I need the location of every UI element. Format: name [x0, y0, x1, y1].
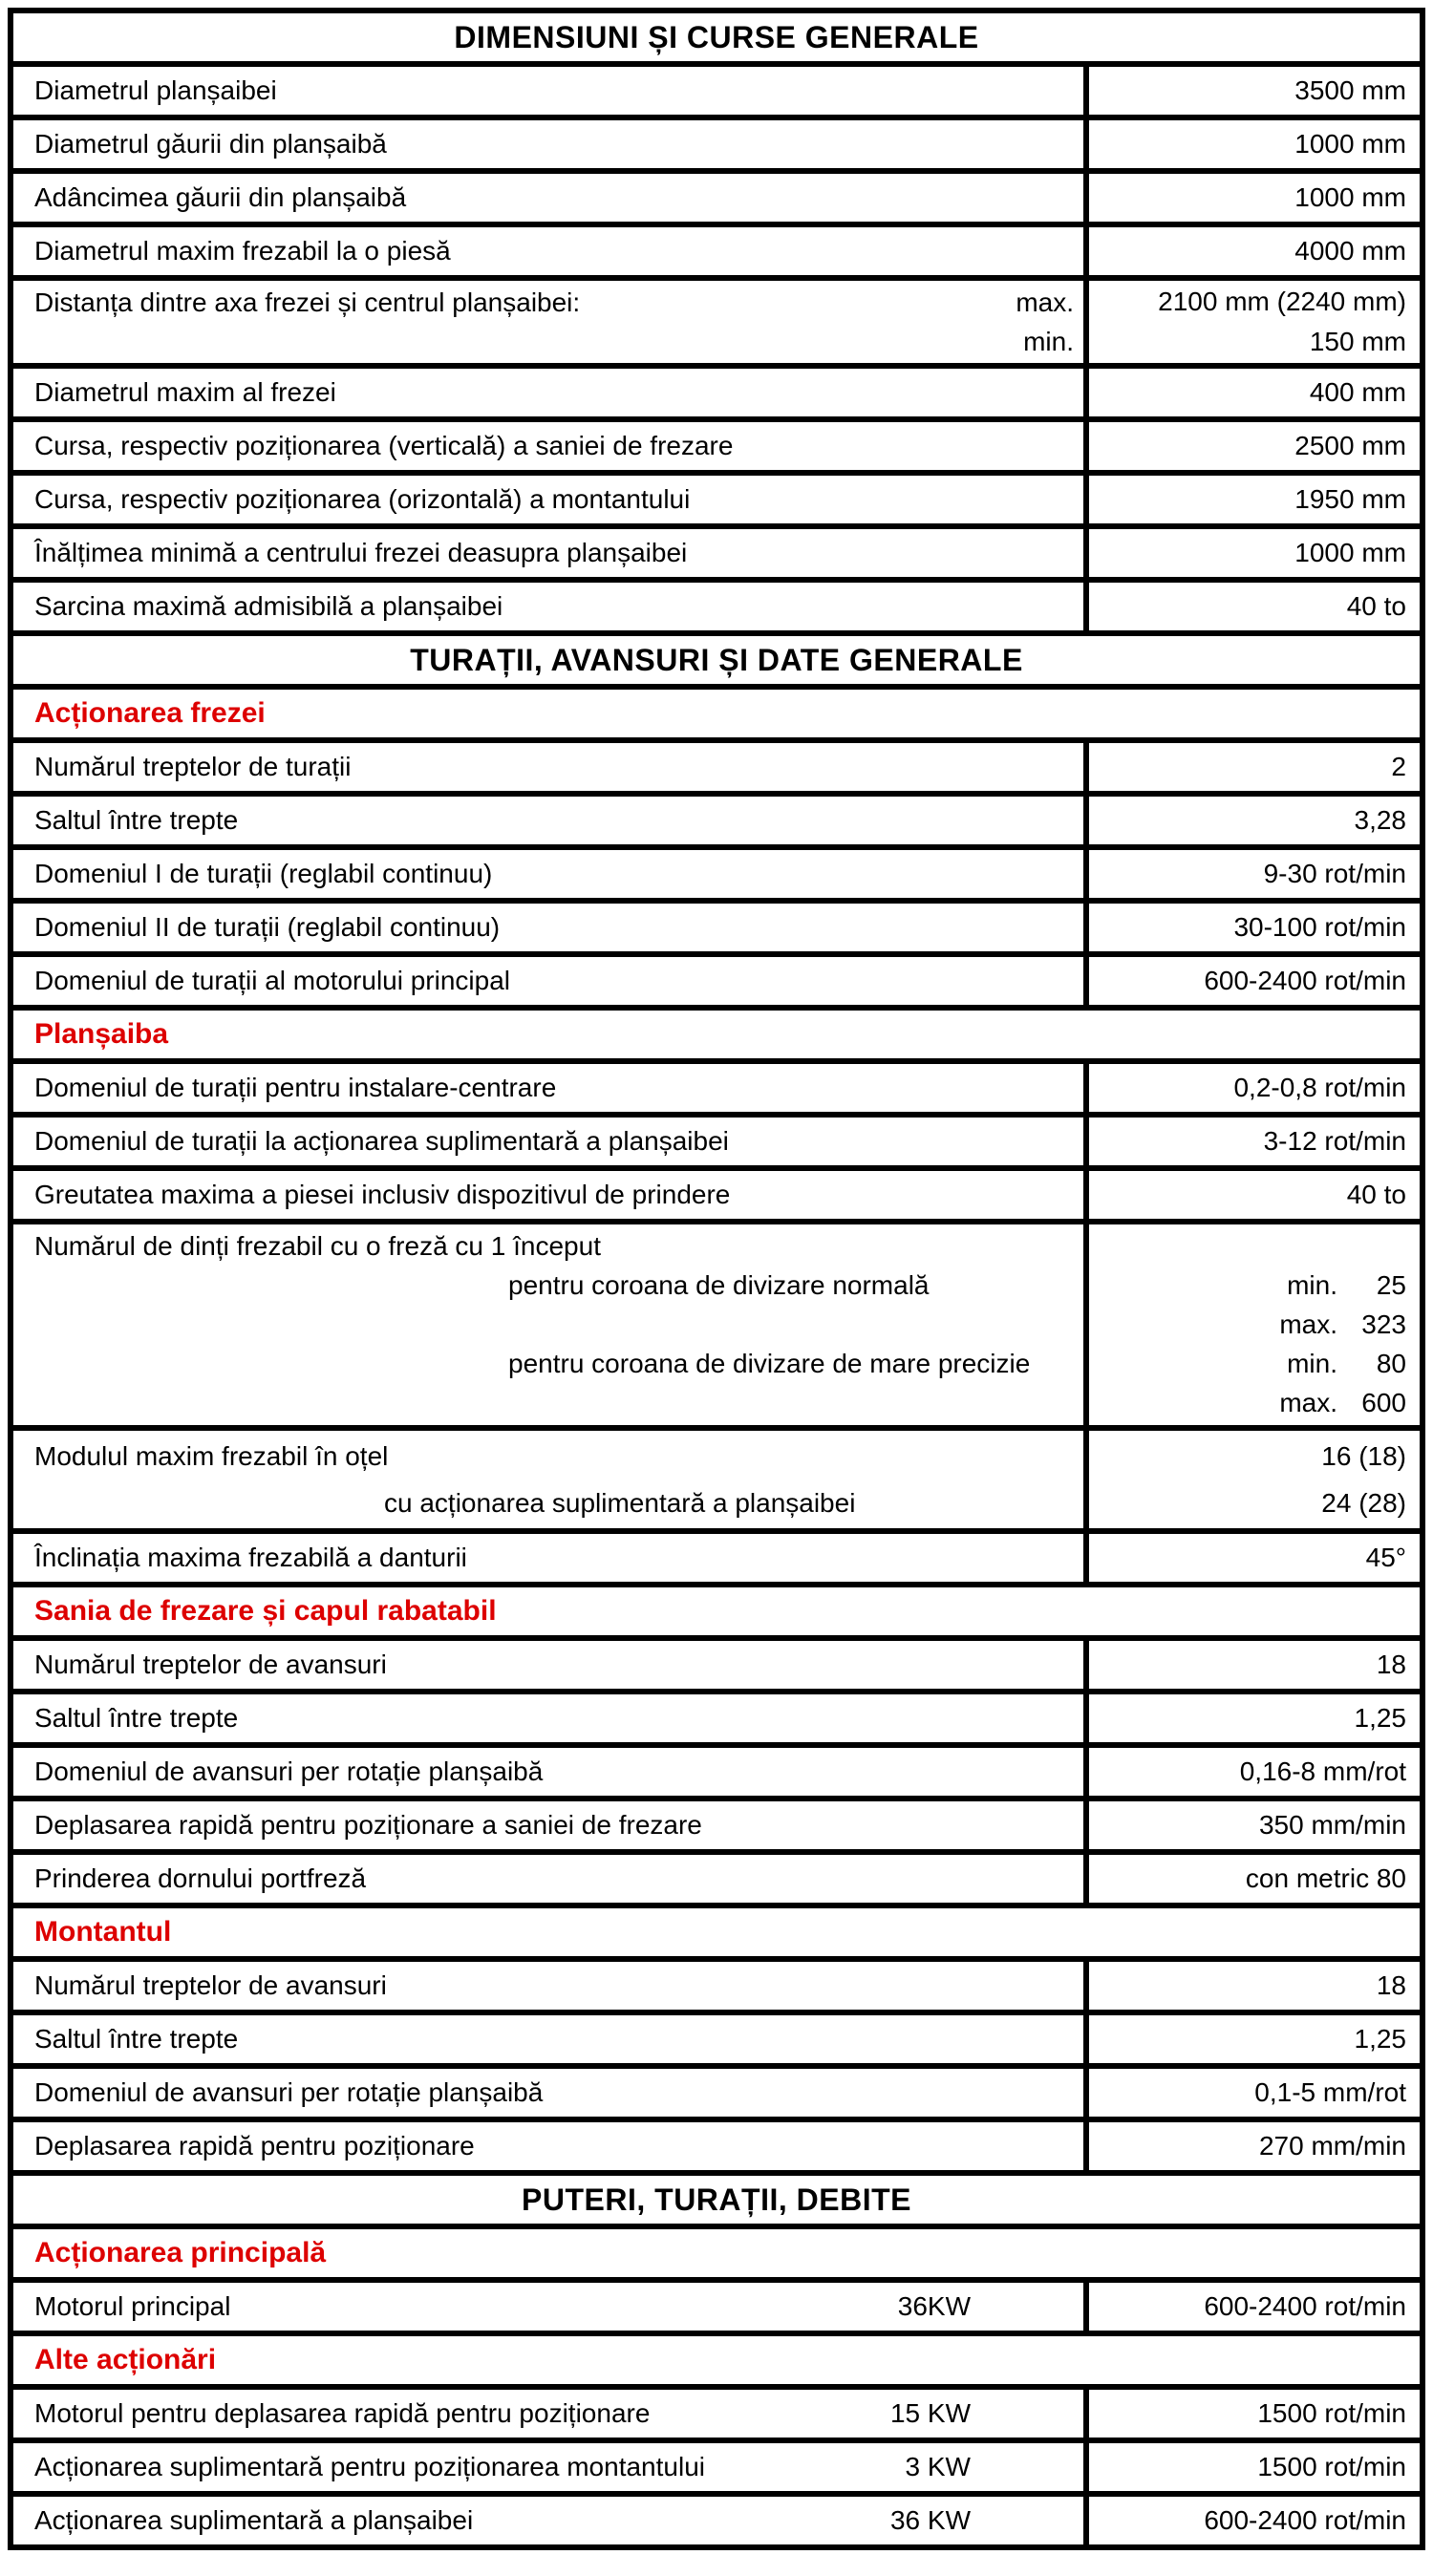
spec-value-cell: [1089, 281, 1420, 363]
spec-label-cell: [13, 120, 1089, 168]
spec-row: [13, 2117, 1420, 2170]
spec-value: 2: [1391, 752, 1406, 781]
spec-label: Sarcina maximă admisibilă a planșaibei: [34, 591, 503, 621]
sub-condition-label: cu acționarea suplimentară a planșaibei: [384, 1487, 856, 1518]
spec-label: Domeniul de avansuri per rotație planșaibă: [34, 2077, 544, 2107]
spec-row: [13, 523, 1420, 577]
spec-value-cell: [1089, 904, 1420, 951]
max-value: 600: [1361, 1388, 1406, 1417]
spec-value-cell: [1089, 2390, 1420, 2438]
section-header-text: Planșaiba: [34, 1018, 169, 1050]
spec-value-cell: [1089, 529, 1420, 577]
spec-label-cell: [13, 281, 1089, 363]
spec-value: 1000 mm: [1294, 129, 1406, 159]
spec-label-cell: [13, 743, 1089, 791]
spec-label-cell: [13, 1748, 1089, 1796]
spec-label: Înălțimea minimă a centrului frezei deasupra planșaibei: [34, 538, 688, 567]
spec-label: Acționarea suplimentară pentru poziționarea montantului: [34, 2452, 705, 2481]
spec-value-cell: [1089, 227, 1420, 275]
min-sub-label: min.: [1023, 326, 1074, 356]
spec-row: [13, 115, 1420, 168]
spec-value: 45°: [1365, 1543, 1406, 1572]
power-rating: 36 KW: [889, 2505, 971, 2535]
spec-label: Greutatea maxima a piesei inclusiv dispozitivul de prindere: [34, 1180, 731, 1209]
section-header-row: [13, 1005, 1420, 1058]
spec-value-min: 150 mm: [1309, 327, 1406, 356]
spec-row: [13, 1956, 1420, 2010]
spec-row: [13, 470, 1420, 523]
spec-value-cell: [1089, 1224, 1420, 1425]
section-header-row: [13, 2331, 1420, 2384]
spec-value: 0,2-0,8 rot/min: [1233, 1073, 1406, 1102]
spec-label-cell: [13, 1224, 1089, 1425]
spec-value: 1000 mm: [1294, 538, 1406, 567]
spec-row: [13, 898, 1420, 951]
max-label: max.: [1279, 1388, 1337, 1417]
spec-table: [8, 8, 1425, 2550]
spec-label: Saltul între trepte: [34, 1703, 239, 1733]
spec-value-cell: [1089, 2443, 1420, 2491]
spec-label-cell: [13, 1855, 1089, 1903]
spec-value: 30-100 rot/min: [1233, 912, 1406, 942]
spec-row: [13, 1635, 1420, 1689]
spec-row-twoline: [13, 1425, 1420, 1528]
spec-value: 40 to: [1346, 591, 1406, 621]
spec-label-cell: [13, 1962, 1089, 2010]
spec-label-cell: [13, 1118, 1089, 1165]
spec-label: Modulul maxim frezabil în oțel: [34, 1440, 389, 1471]
min-value: 25: [1376, 1270, 1406, 1300]
spec-value-cell: [1089, 797, 1420, 844]
spec-value: 0,1-5 mm/rot: [1254, 2077, 1406, 2107]
section-header-text: Montantul: [34, 1916, 172, 1948]
spec-value-cell: [1089, 2497, 1420, 2544]
spec-row: [13, 1796, 1420, 1849]
spec-label-cell: [13, 2015, 1089, 2063]
spec-label: Distanța dintre axa frezei și centrul planșaibei:: [34, 287, 581, 317]
spec-value-cell: [1089, 1801, 1420, 1849]
section-header-row: [13, 684, 1420, 737]
spec-row-minmax: [13, 275, 1420, 363]
spec-label: Diametrul maxim frezabil la o piesă: [34, 236, 451, 266]
spec-label-cell: [13, 850, 1089, 898]
spec-label-cell: [13, 1641, 1089, 1689]
power-rating: 3 KW: [905, 2452, 971, 2481]
section-title-row: [13, 13, 1420, 61]
spec-value-cell: [1089, 476, 1420, 523]
spec-label: Numărul treptelor de avansuri: [34, 1650, 387, 1679]
power-rating: 36KW: [897, 2291, 971, 2321]
spec-row: [13, 1849, 1420, 1903]
spec-label: Diametrul planșaibei: [34, 75, 277, 105]
spec-label: Diametrul maxim al frezei: [34, 377, 336, 407]
spec-label: Domeniul de avansuri per rotație planșaibă: [34, 1756, 544, 1786]
spec-row: [13, 222, 1420, 275]
spec-value: 24 (28): [1321, 1487, 1406, 1518]
spec-value-cell: [1089, 369, 1420, 416]
spec-value-cell: [1089, 743, 1420, 791]
section-header-text: Alte acționări: [34, 2344, 217, 2375]
spec-row: [13, 1112, 1420, 1165]
spec-label-cell: [13, 2283, 1089, 2331]
spec-label-cell: [13, 422, 1089, 470]
spec-value: 0,16-8 mm/rot: [1239, 1756, 1406, 1786]
spec-value: 3-12 rot/min: [1263, 1126, 1406, 1156]
spec-label: Domeniul II de turații (reglabil continuu): [34, 912, 501, 942]
spec-label: Domeniul de turații pentru instalare-centrare: [34, 1073, 557, 1102]
spec-value-cell: [1089, 67, 1420, 115]
section-header-row: [13, 1903, 1420, 1956]
spec-value: 1,25: [1354, 1703, 1406, 1733]
spec-value: 3500 mm: [1294, 75, 1406, 105]
spec-value: 600-2400 rot/min: [1204, 966, 1406, 995]
spec-value-cell: [1089, 422, 1420, 470]
spec-label: Deplasarea rapidă pentru poziționare: [34, 2131, 475, 2161]
spec-value: con metric 80: [1245, 1863, 1406, 1893]
spec-label-cell: [13, 1064, 1089, 1112]
spec-value-cell: [1089, 174, 1420, 222]
min-label: min.: [1287, 1270, 1337, 1300]
spec-row: [13, 363, 1420, 416]
spec-label-cell: [13, 1801, 1089, 1849]
spec-row: [13, 1742, 1420, 1796]
spec-label-cell: [13, 2122, 1089, 2170]
spec-value: 1500 rot/min: [1257, 2398, 1406, 2428]
spec-value-cell: [1089, 2283, 1420, 2331]
condition-label: pentru coroana de divizare de mare precizie: [508, 1349, 1031, 1378]
spec-label: Domeniul I de turații (reglabil continuu): [34, 859, 493, 888]
spec-value-cell: [1089, 1431, 1420, 1528]
spec-row-power: [13, 2438, 1420, 2491]
spec-value: 1500 rot/min: [1257, 2452, 1406, 2481]
spec-label: Înclinația maxima frezabilă a danturii: [34, 1543, 467, 1572]
spec-label-cell: [13, 1694, 1089, 1742]
spec-label-cell: [13, 1534, 1089, 1582]
spec-value: 270 mm/min: [1258, 2131, 1406, 2161]
spec-label-cell: [13, 529, 1089, 577]
spec-value-cell: [1089, 2015, 1420, 2063]
spec-value-cell: [1089, 1748, 1420, 1796]
spec-label-cell: [13, 957, 1089, 1005]
max-sub-label: max.: [1016, 287, 1074, 317]
spec-label-cell: [13, 2443, 1089, 2491]
spec-value-cell: [1089, 957, 1420, 1005]
spec-value-cell: [1089, 1118, 1420, 1165]
section-title-text: DIMENSIUNI ȘI CURSE GENERALE: [454, 19, 979, 54]
spec-label: Domeniul de turații al motorului principal: [34, 966, 511, 995]
spec-label: Motorul principal: [34, 2291, 231, 2321]
spec-row: [13, 2063, 1420, 2117]
section-title-text: TURAȚII, AVANSURI ȘI DATE GENERALE: [410, 642, 1023, 677]
spec-label-cell: [13, 797, 1089, 844]
spec-value-cell: [1089, 1641, 1420, 1689]
section-header-text: Acționarea frezei: [34, 697, 266, 729]
spec-value: 1000 mm: [1294, 182, 1406, 212]
spec-label-cell: [13, 2069, 1089, 2117]
section-title-text: PUTERI, TURAȚII, DEBITE: [522, 2182, 911, 2217]
spec-value-cell: [1089, 1855, 1420, 1903]
spec-value: 400 mm: [1309, 377, 1406, 407]
spec-label: Adâncimea găurii din planșaibă: [34, 182, 407, 212]
spec-row: [13, 951, 1420, 1005]
spec-value: 3,28: [1354, 805, 1406, 835]
spec-label-cell: [13, 227, 1089, 275]
section-header-row: [13, 2224, 1420, 2277]
spec-row: [13, 1528, 1420, 1582]
spec-row: [13, 1165, 1420, 1219]
spec-label: Numărul treptelor de turații: [34, 752, 352, 781]
max-label: max.: [1279, 1309, 1337, 1339]
spec-row-power: [13, 2277, 1420, 2331]
spec-value-cell: [1089, 1694, 1420, 1742]
spec-row: [13, 844, 1420, 898]
spec-value-cell: [1089, 2122, 1420, 2170]
spec-label: Saltul între trepte: [34, 2024, 239, 2054]
spec-value-cell: [1089, 1064, 1420, 1112]
section-header-row: [13, 1582, 1420, 1635]
spec-value: 350 mm/min: [1258, 1810, 1406, 1840]
min-label: min.: [1287, 1349, 1337, 1378]
spec-value-cell: [1089, 1171, 1420, 1219]
spec-label-cell: [13, 2390, 1089, 2438]
section-title-row: [13, 630, 1420, 684]
spec-row-power: [13, 2491, 1420, 2544]
condition-label: pentru coroana de divizare normală: [508, 1270, 930, 1300]
spec-row-teeth: [13, 1219, 1420, 1425]
spec-value: 1950 mm: [1294, 484, 1406, 514]
spec-label-cell: [13, 583, 1089, 630]
power-rating: 15 KW: [889, 2398, 971, 2428]
spec-label-cell: [13, 476, 1089, 523]
spec-value-cell: [1089, 2069, 1420, 2117]
section-header-text: Sania de frezare și capul rabatabil: [34, 1595, 497, 1627]
section-header-text: Acționarea principală: [34, 2237, 327, 2268]
spec-label-cell: [13, 1431, 1089, 1528]
spec-label: Deplasarea rapidă pentru poziționare a saniei de frezare: [34, 1810, 702, 1840]
spec-row: [13, 577, 1420, 630]
spec-label: Domeniul de turații la acționarea suplimentară a planșaibei: [34, 1126, 729, 1156]
spec-label: Saltul între trepte: [34, 805, 239, 835]
spec-label: Prinderea dornului portfreză: [34, 1863, 367, 1893]
spec-label: Diametrul găurii din planșaibă: [34, 129, 387, 159]
spec-row-power: [13, 2384, 1420, 2438]
spec-row: [13, 1689, 1420, 1742]
spec-value: 16 (18): [1321, 1440, 1406, 1471]
spec-label: Acționarea suplimentară a planșaibei: [34, 2505, 474, 2535]
spec-value: 600-2400 rot/min: [1204, 2291, 1406, 2321]
spec-row: [13, 1058, 1420, 1112]
spec-value-cell: [1089, 583, 1420, 630]
spec-label: Numărul de dinți frezabil cu o freză cu 1 început: [34, 1231, 601, 1261]
spec-label: Numărul treptelor de avansuri: [34, 1970, 387, 2000]
spec-value-cell: [1089, 850, 1420, 898]
spec-value: 9-30 rot/min: [1263, 859, 1406, 888]
spec-row: [13, 168, 1420, 222]
spec-value-cell: [1089, 1962, 1420, 2010]
min-value: 80: [1376, 1349, 1406, 1378]
spec-label-cell: [13, 67, 1089, 115]
spec-label: Motorul pentru deplasarea rapidă pentru poziționare: [34, 2398, 651, 2428]
spec-value: 2500 mm: [1294, 431, 1406, 460]
spec-label: Cursa, respectiv poziționarea (orizontală) a montantului: [34, 484, 691, 514]
spec-value-cell: [1089, 1534, 1420, 1582]
spec-label-cell: [13, 174, 1089, 222]
spec-value: 40 to: [1346, 1180, 1406, 1209]
spec-label: Cursa, respectiv poziționarea (verticală) a saniei de frezare: [34, 431, 734, 460]
spec-value-max: 2100 mm (2240 mm): [1158, 287, 1406, 316]
spec-value: 18: [1376, 1970, 1406, 2000]
spec-value-cell: [1089, 120, 1420, 168]
spec-row: [13, 61, 1420, 115]
spec-row: [13, 791, 1420, 844]
spec-value: 600-2400 rot/min: [1204, 2505, 1406, 2535]
spec-value: 18: [1376, 1650, 1406, 1679]
section-title-row: [13, 2170, 1420, 2224]
spec-row: [13, 416, 1420, 470]
spec-value: 4000 mm: [1294, 236, 1406, 266]
spec-label-cell: [13, 1171, 1089, 1219]
spec-label-cell: [13, 904, 1089, 951]
spec-label-cell: [13, 369, 1089, 416]
spec-value: 1,25: [1354, 2024, 1406, 2054]
spec-label-cell: [13, 2497, 1089, 2544]
max-value: 323: [1361, 1309, 1406, 1339]
spec-row: [13, 2010, 1420, 2063]
spec-row: [13, 737, 1420, 791]
